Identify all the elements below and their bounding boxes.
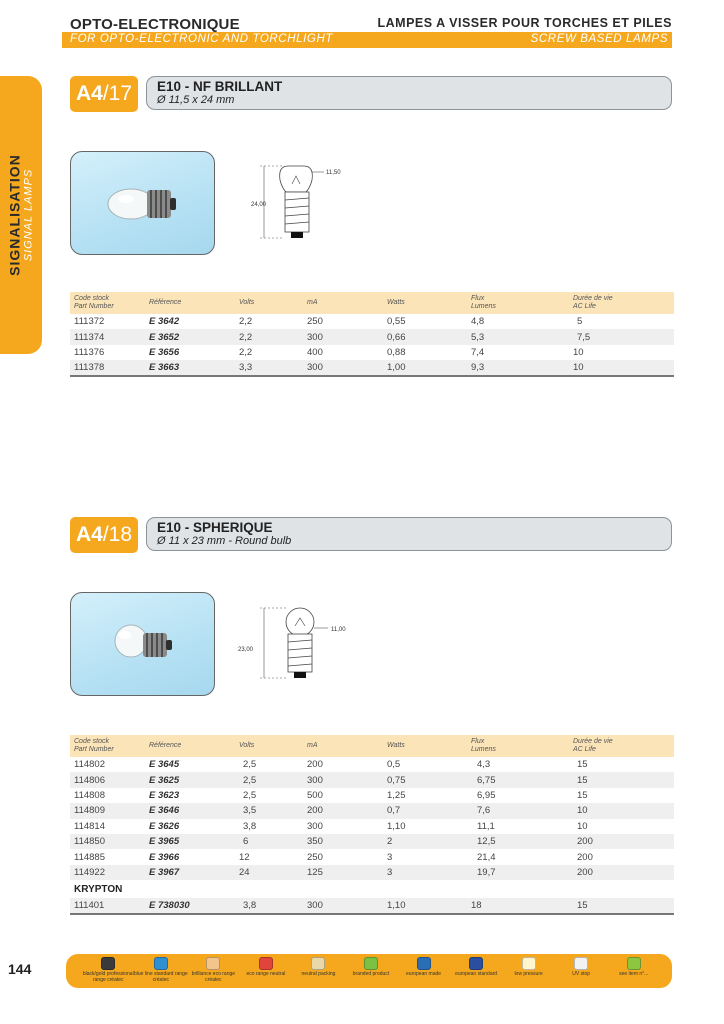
cell-volts: 2,5 [243, 789, 257, 801]
lamp-photo [70, 151, 215, 255]
cell-life: 10 [573, 346, 584, 358]
cell-lumens: 6,95 [477, 789, 496, 801]
cell-watts: 1,10 [387, 820, 406, 832]
technical-drawing-a4-17 [248, 162, 358, 242]
cell-ma: 125 [303, 865, 383, 880]
cell-life: 200 [569, 865, 674, 880]
column-header-flux: Flux Lumens [467, 292, 569, 314]
cell-volts: 2,2 [235, 329, 303, 344]
legend-label: eco range neutral [246, 971, 286, 977]
cell-volts: 6 [235, 834, 303, 849]
column-header-ma: mA [303, 292, 383, 314]
table-header-row [70, 735, 674, 757]
cell-watts: 3 [387, 851, 393, 863]
column-header-code: Code stock Part Number [70, 735, 145, 757]
cell-life: 15 [577, 759, 588, 771]
legend-icon [574, 957, 588, 970]
product-badge-a4-17 [70, 76, 138, 112]
cell-reference: E 3642 [149, 316, 180, 328]
side-tab-label [8, 154, 35, 276]
badge-number: /17 [102, 82, 133, 105]
product-title: E10 - NF BRILLANT [157, 79, 283, 94]
cell-lumens: 11,1 [477, 820, 495, 832]
lamp-image [71, 152, 216, 256]
cell-ma: 200 [303, 803, 383, 818]
header-subtitle-right: SCREW BASED LAMPS [530, 33, 668, 45]
cell-reference: E 3965 [145, 834, 235, 849]
cell-code: 114808 [74, 789, 105, 801]
cell-reference: E 3967 [145, 865, 235, 880]
cell-life: 10 [569, 360, 674, 375]
cell-life: 200 [577, 851, 593, 863]
legend-label: low pressure [514, 971, 543, 977]
product-title-box [146, 76, 672, 110]
cell-ma: 300 [303, 898, 383, 913]
legend-icon [417, 957, 431, 970]
lamp-image [71, 593, 216, 697]
table-row [70, 314, 674, 329]
cell-code: 111374 [70, 329, 145, 344]
cell-ma: 300 [303, 772, 383, 787]
legend-item [551, 957, 611, 977]
legend-label: branded product [352, 971, 390, 977]
section-label-krypton: KRYPTON [74, 883, 123, 895]
cell-life: 7,5 [569, 329, 674, 344]
legend-item [341, 957, 401, 977]
table-row [70, 819, 674, 834]
cell-ma: 300 [303, 329, 383, 344]
cell-lumens: 6,75 [467, 772, 569, 787]
cell-code: 114809 [70, 803, 145, 818]
cell-code: 111401 [70, 898, 145, 913]
column-header-watts: Watts [383, 735, 467, 757]
cell-code: 114850 [70, 834, 145, 849]
cell-watts: 0,66 [383, 329, 467, 344]
cell-reference: E 3646 [145, 803, 235, 818]
table-row [70, 360, 674, 375]
column-header-volts: Volts [235, 735, 303, 757]
table-row [70, 865, 674, 880]
legend-item [183, 957, 243, 983]
lamp-photo [70, 592, 215, 696]
legend-item [236, 957, 296, 977]
cell-lumens: 4,3 [477, 759, 491, 771]
column-header-volts: Volts [235, 292, 303, 314]
cell-reference: E 3656 [149, 346, 180, 358]
cell-watts: 0,75 [383, 772, 467, 787]
legend-icon [311, 957, 325, 970]
cell-life: 5 [577, 316, 583, 328]
cell-watts: 3 [383, 865, 467, 880]
cell-code: 111372 [74, 316, 105, 328]
column-header-ma: mA [303, 735, 383, 757]
table-row [70, 757, 674, 772]
cell-ma: 300 [303, 360, 383, 375]
cell-code: 114802 [74, 759, 105, 771]
product-dimensions: Ø 11 x 23 mm - Round bulb [157, 535, 292, 547]
cell-reference: E 738030 [145, 898, 235, 913]
cell-lumens: 4,8 [471, 316, 485, 328]
dimension-height-label: 24,00 [251, 202, 267, 208]
table-section-row [70, 880, 674, 898]
technical-drawing-a4-18 [236, 604, 361, 682]
cell-reference: E 3623 [149, 789, 180, 801]
cell-volts: 3,3 [235, 360, 303, 375]
legend-icon [206, 957, 220, 970]
product-dimensions: Ø 11,5 x 24 mm [157, 94, 235, 106]
table-row [70, 788, 674, 803]
cell-volts: 12 [239, 851, 250, 863]
cell-code: 114806 [70, 772, 145, 787]
cell-volts: 2,2 [239, 316, 253, 328]
legend-item [446, 957, 506, 977]
legend-label: UV stop [572, 971, 591, 977]
header-right [378, 16, 672, 30]
legend-icon [259, 957, 273, 970]
cell-volts: 2,5 [235, 772, 303, 787]
legend-icon [627, 957, 641, 970]
cell-life: 10 [569, 803, 674, 818]
cell-life: 15 [569, 772, 674, 787]
dimension-width-label: 11,50 [326, 170, 341, 176]
legend-label: brilliance eco range créatec [191, 971, 236, 983]
cell-volts: 3,5 [235, 803, 303, 818]
cell-code: 114922 [70, 865, 145, 880]
legend-item [131, 957, 191, 983]
table-row [70, 345, 674, 360]
cell-reference: E 3645 [149, 759, 180, 771]
cell-code: 114885 [74, 851, 105, 863]
legend-label: black/gold professional range créatec [82, 971, 134, 983]
cell-ma: 350 [303, 834, 383, 849]
legend-item [394, 957, 454, 977]
cell-lumens: 5,3 [467, 329, 569, 344]
legend-label: see item n°... [619, 971, 649, 977]
table-row [70, 772, 674, 787]
legend-icon [101, 957, 115, 970]
table-row [70, 834, 674, 849]
cell-life: 15 [569, 898, 674, 913]
cell-ma: 250 [307, 851, 323, 863]
table-header-row [70, 292, 674, 314]
cell-watts: 1,00 [383, 360, 467, 375]
cell-lumens: 19,7 [467, 865, 569, 880]
cell-volts: 2,5 [243, 759, 257, 771]
header-title-left: OPTO-ELECTRONIQUE [70, 16, 240, 33]
cell-reference: E 3625 [145, 772, 235, 787]
product-badge-a4-18 [70, 517, 138, 553]
header-left [70, 16, 240, 33]
cell-watts: 1,25 [387, 789, 406, 801]
legend-label: neutral packing [301, 971, 336, 977]
spec-table-a4-18 [70, 735, 674, 915]
dimension-width-label: 11,00 [331, 627, 346, 633]
legend-item [288, 957, 348, 977]
cell-watts: 0,88 [387, 346, 406, 358]
cell-lumens: 12,5 [467, 834, 569, 849]
cell-code: 111376 [74, 346, 105, 358]
badge-number: /18 [102, 523, 133, 546]
column-header-life: Durée de vie AC Life [569, 735, 674, 757]
cell-lumens: 9,3 [467, 360, 569, 375]
cell-ma: 250 [307, 316, 323, 328]
legend-icon [522, 957, 536, 970]
table-row [70, 329, 674, 344]
legend-label: european standard [455, 971, 498, 977]
cell-lumens: 7,6 [467, 803, 569, 818]
page-number: 144 [8, 961, 32, 977]
table-row [70, 849, 674, 864]
cell-reference: E 3652 [145, 329, 235, 344]
cell-volts: 24 [235, 865, 303, 880]
legend-item [78, 957, 138, 983]
legend-item [499, 957, 559, 977]
side-tab-sub: SIGNAL LAMPS [22, 168, 35, 262]
header-subtitle-left: FOR OPTO-ELECTRONIC AND TORCHLIGHT [70, 33, 333, 45]
legend-icon [154, 957, 168, 970]
column-header-flux: Flux Lumens [467, 735, 569, 757]
column-header-life: Durée de vie AC Life [569, 292, 674, 314]
header-title-right: LAMPES A VISSER POUR TORCHES ET PILES [377, 16, 672, 30]
cell-watts: 2 [383, 834, 467, 849]
cell-ma: 500 [307, 789, 323, 801]
column-header-code: Code stock Part Number [70, 292, 145, 314]
cell-ma: 200 [307, 759, 323, 771]
cell-reference: E 3663 [145, 360, 235, 375]
cell-ma: 400 [307, 346, 323, 358]
cell-code: 111378 [70, 360, 145, 375]
legend-icon [364, 957, 378, 970]
cell-watts: 0,7 [383, 803, 467, 818]
cell-ma: 300 [307, 820, 323, 832]
column-header-reference: Référence [145, 735, 235, 757]
badge-code: A4 [75, 82, 103, 105]
cell-volts: 3,8 [235, 898, 303, 913]
column-header-reference: Référence [145, 292, 235, 314]
cell-lumens: 7,4 [471, 346, 485, 358]
cell-volts: 2,2 [239, 346, 253, 358]
cell-volts: 3,8 [243, 820, 257, 832]
cell-reference: E 3966 [149, 851, 180, 863]
cell-life: 10 [577, 820, 588, 832]
product-title-box [146, 517, 672, 551]
cell-watts: 0,5 [387, 759, 401, 771]
badge-code: A4 [75, 523, 103, 546]
table-row [70, 898, 674, 913]
cell-life: 200 [569, 834, 674, 849]
column-header-watts: Watts [383, 292, 467, 314]
cell-lumens: 21,4 [477, 851, 496, 863]
spec-table-a4-17 [70, 292, 674, 377]
cell-watts: 0,55 [387, 316, 406, 328]
cell-code: 114814 [74, 820, 105, 832]
dimension-height-label: 23,00 [238, 647, 254, 653]
legend-item [604, 957, 664, 977]
cell-lumens: 18 [467, 898, 569, 913]
cell-watts: 1,10 [383, 898, 467, 913]
cell-life: 15 [577, 789, 588, 801]
table-row [70, 803, 674, 818]
side-tab-main: SIGNALISATION [6, 154, 23, 276]
product-title: E10 - SPHERIQUE [157, 520, 273, 535]
legend-label: blue line standard range créatec [133, 971, 188, 983]
cell-reference: E 3626 [149, 820, 180, 832]
legend-label: european made [406, 971, 442, 977]
legend-icon [469, 957, 483, 970]
